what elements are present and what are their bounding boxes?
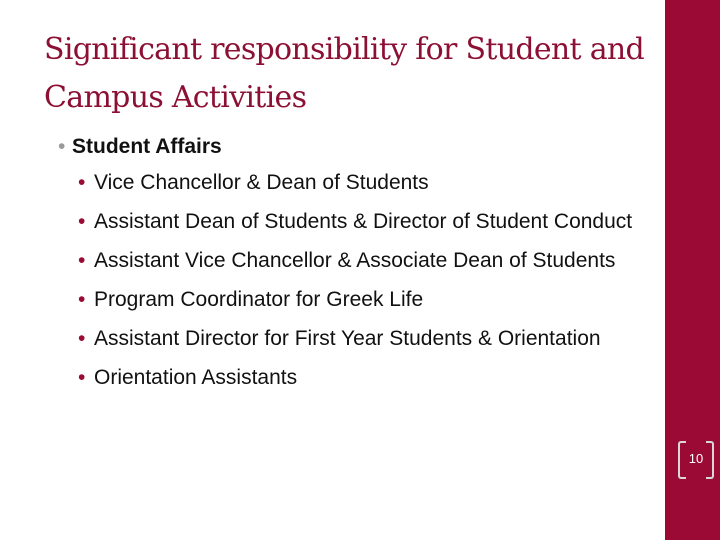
- section-heading-label: Student Affairs: [72, 135, 222, 158]
- staff-list: [58, 168, 658, 392]
- bullet-icon: •: [78, 366, 86, 389]
- bullet-icon: •: [78, 210, 86, 233]
- list-item-text: Assistant Vice Chancellor & Associate Dean of Students: [94, 249, 616, 272]
- list-item: [78, 168, 658, 197]
- list-item: [78, 324, 658, 353]
- list-item: [78, 246, 658, 275]
- list-item-text: Assistant Director for First Year Students & Orientation: [94, 327, 601, 350]
- list-item: [78, 363, 658, 392]
- page-number-badge: [678, 441, 714, 477]
- bullet-icon: •: [78, 288, 86, 311]
- section-heading: [58, 130, 658, 164]
- list-item-text: Assistant Dean of Students & Director of Student Conduct: [94, 210, 633, 233]
- list-item-text: Orientation Assistants: [94, 366, 298, 389]
- bullet-icon: •: [78, 249, 86, 272]
- slide-content: [58, 130, 658, 392]
- slide-title: Significant responsibility for Student and Campus Activities: [44, 32, 645, 115]
- list-item: [78, 207, 658, 236]
- page-number: 10: [688, 451, 704, 466]
- list-item: [78, 285, 658, 314]
- list-item-text: Vice Chancellor & Dean of Students: [94, 171, 429, 194]
- list-item-text: Program Coordinator for Greek Life: [94, 288, 424, 311]
- bullet-icon: •: [58, 135, 66, 158]
- bullet-icon: •: [78, 171, 86, 194]
- bullet-icon: •: [78, 327, 86, 350]
